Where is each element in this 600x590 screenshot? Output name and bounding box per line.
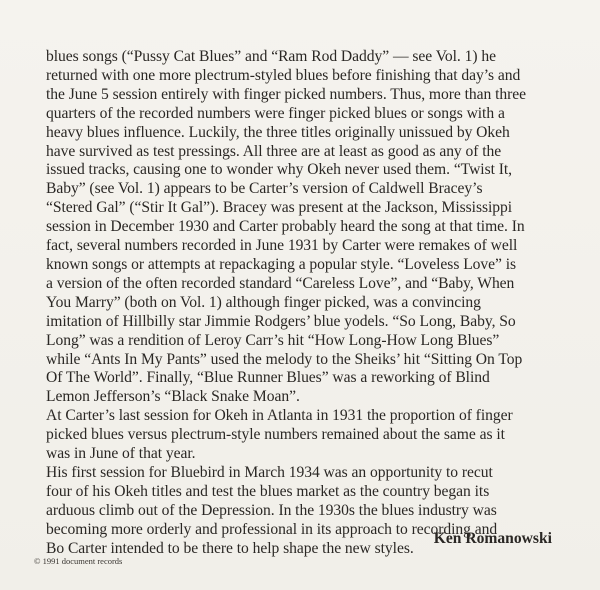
text-line: known songs or attempts at repackaging a popular style. “Loveless Love” is (46, 255, 517, 273)
text-line: a version of the often recorded standard “Careless Love”, and “Baby, When (46, 274, 515, 292)
text-line: issued tracks, causing one to wonder why Okeh never used them. “Twist It, (46, 161, 512, 179)
text-line: Baby” (see Vol. 1) appears to be Carter’s version of Caldwell Bracey’s (46, 180, 483, 198)
text-line: becoming more orderly and professional in its approach to recording and (46, 520, 498, 538)
text-line: returned with one more plectrum-styled blues before finishing that day’s and (46, 66, 521, 84)
text-line: Long” was a rendition of Leroy Carr’s hit “How Long-How Long Blues” (46, 331, 500, 349)
text-line: session in December 1930 and Carter probably heard the song at that time. In (46, 218, 525, 236)
text-line: four of his Okeh titles and test the blues market as the country began its (46, 482, 490, 500)
text-line: At Carter’s last session for Okeh in Atlanta in 1931 the proportion of finger (46, 407, 513, 425)
text-line: His first session for Bluebird in March 1934 was an opportunity to recut (46, 463, 493, 481)
text-line: fact, several numbers recorded in June 1931 by Carter were remakes of well (46, 237, 518, 255)
text-line: Bo Carter intended to be there to help shape the new styles. (46, 539, 414, 557)
text-line: while “Ants In My Pants” used the melody to the Sheiks’ hit “Sitting On Top (46, 350, 523, 368)
text-line: picked blues versus plectrum-style numbers remained about the same as it (46, 426, 505, 444)
text-line: imitation of Hillbilly star Jimmie Rodgers’ blue yodels. “So Long, Baby, So (46, 312, 516, 330)
author-signature: Ken Romanowski (433, 530, 552, 547)
copyright-notice: © 1991 document records (34, 556, 123, 566)
body-text (46, 48, 566, 558)
text-line: blues songs (“Pussy Cat Blues” and “Ram Rod Daddy” — see Vol. 1) he (46, 48, 496, 65)
text-line: was in June of that year. (46, 445, 196, 463)
text-line: Of The World”. Finally, “Blue Runner Blues” was a reworking of Blind (46, 369, 490, 387)
text-line: Lemon Jefferson’s “Black Snake Moan”. (46, 388, 300, 406)
text-line: heavy blues influence. Luckily, the three titles originally unissued by Okeh (46, 123, 510, 141)
text-line: arduous climb out of the Depression. In the 1930s the blues industry was (46, 501, 497, 519)
text-line: the June 5 session entirely with finger picked numbers. Thus, more than three (46, 85, 527, 103)
text-line: have survived as test pressings. All three are at least as good as any of the (46, 142, 502, 160)
text-line: You Marry” (both on Vol. 1) although finger picked, was a convincing (46, 293, 481, 311)
text-line: “Stered Gal” (“Stir It Gal”). Bracey was present at the Jackson, Mississippi (46, 199, 513, 217)
text-line: quarters of the recorded numbers were finger picked blues or songs with a (46, 104, 505, 122)
